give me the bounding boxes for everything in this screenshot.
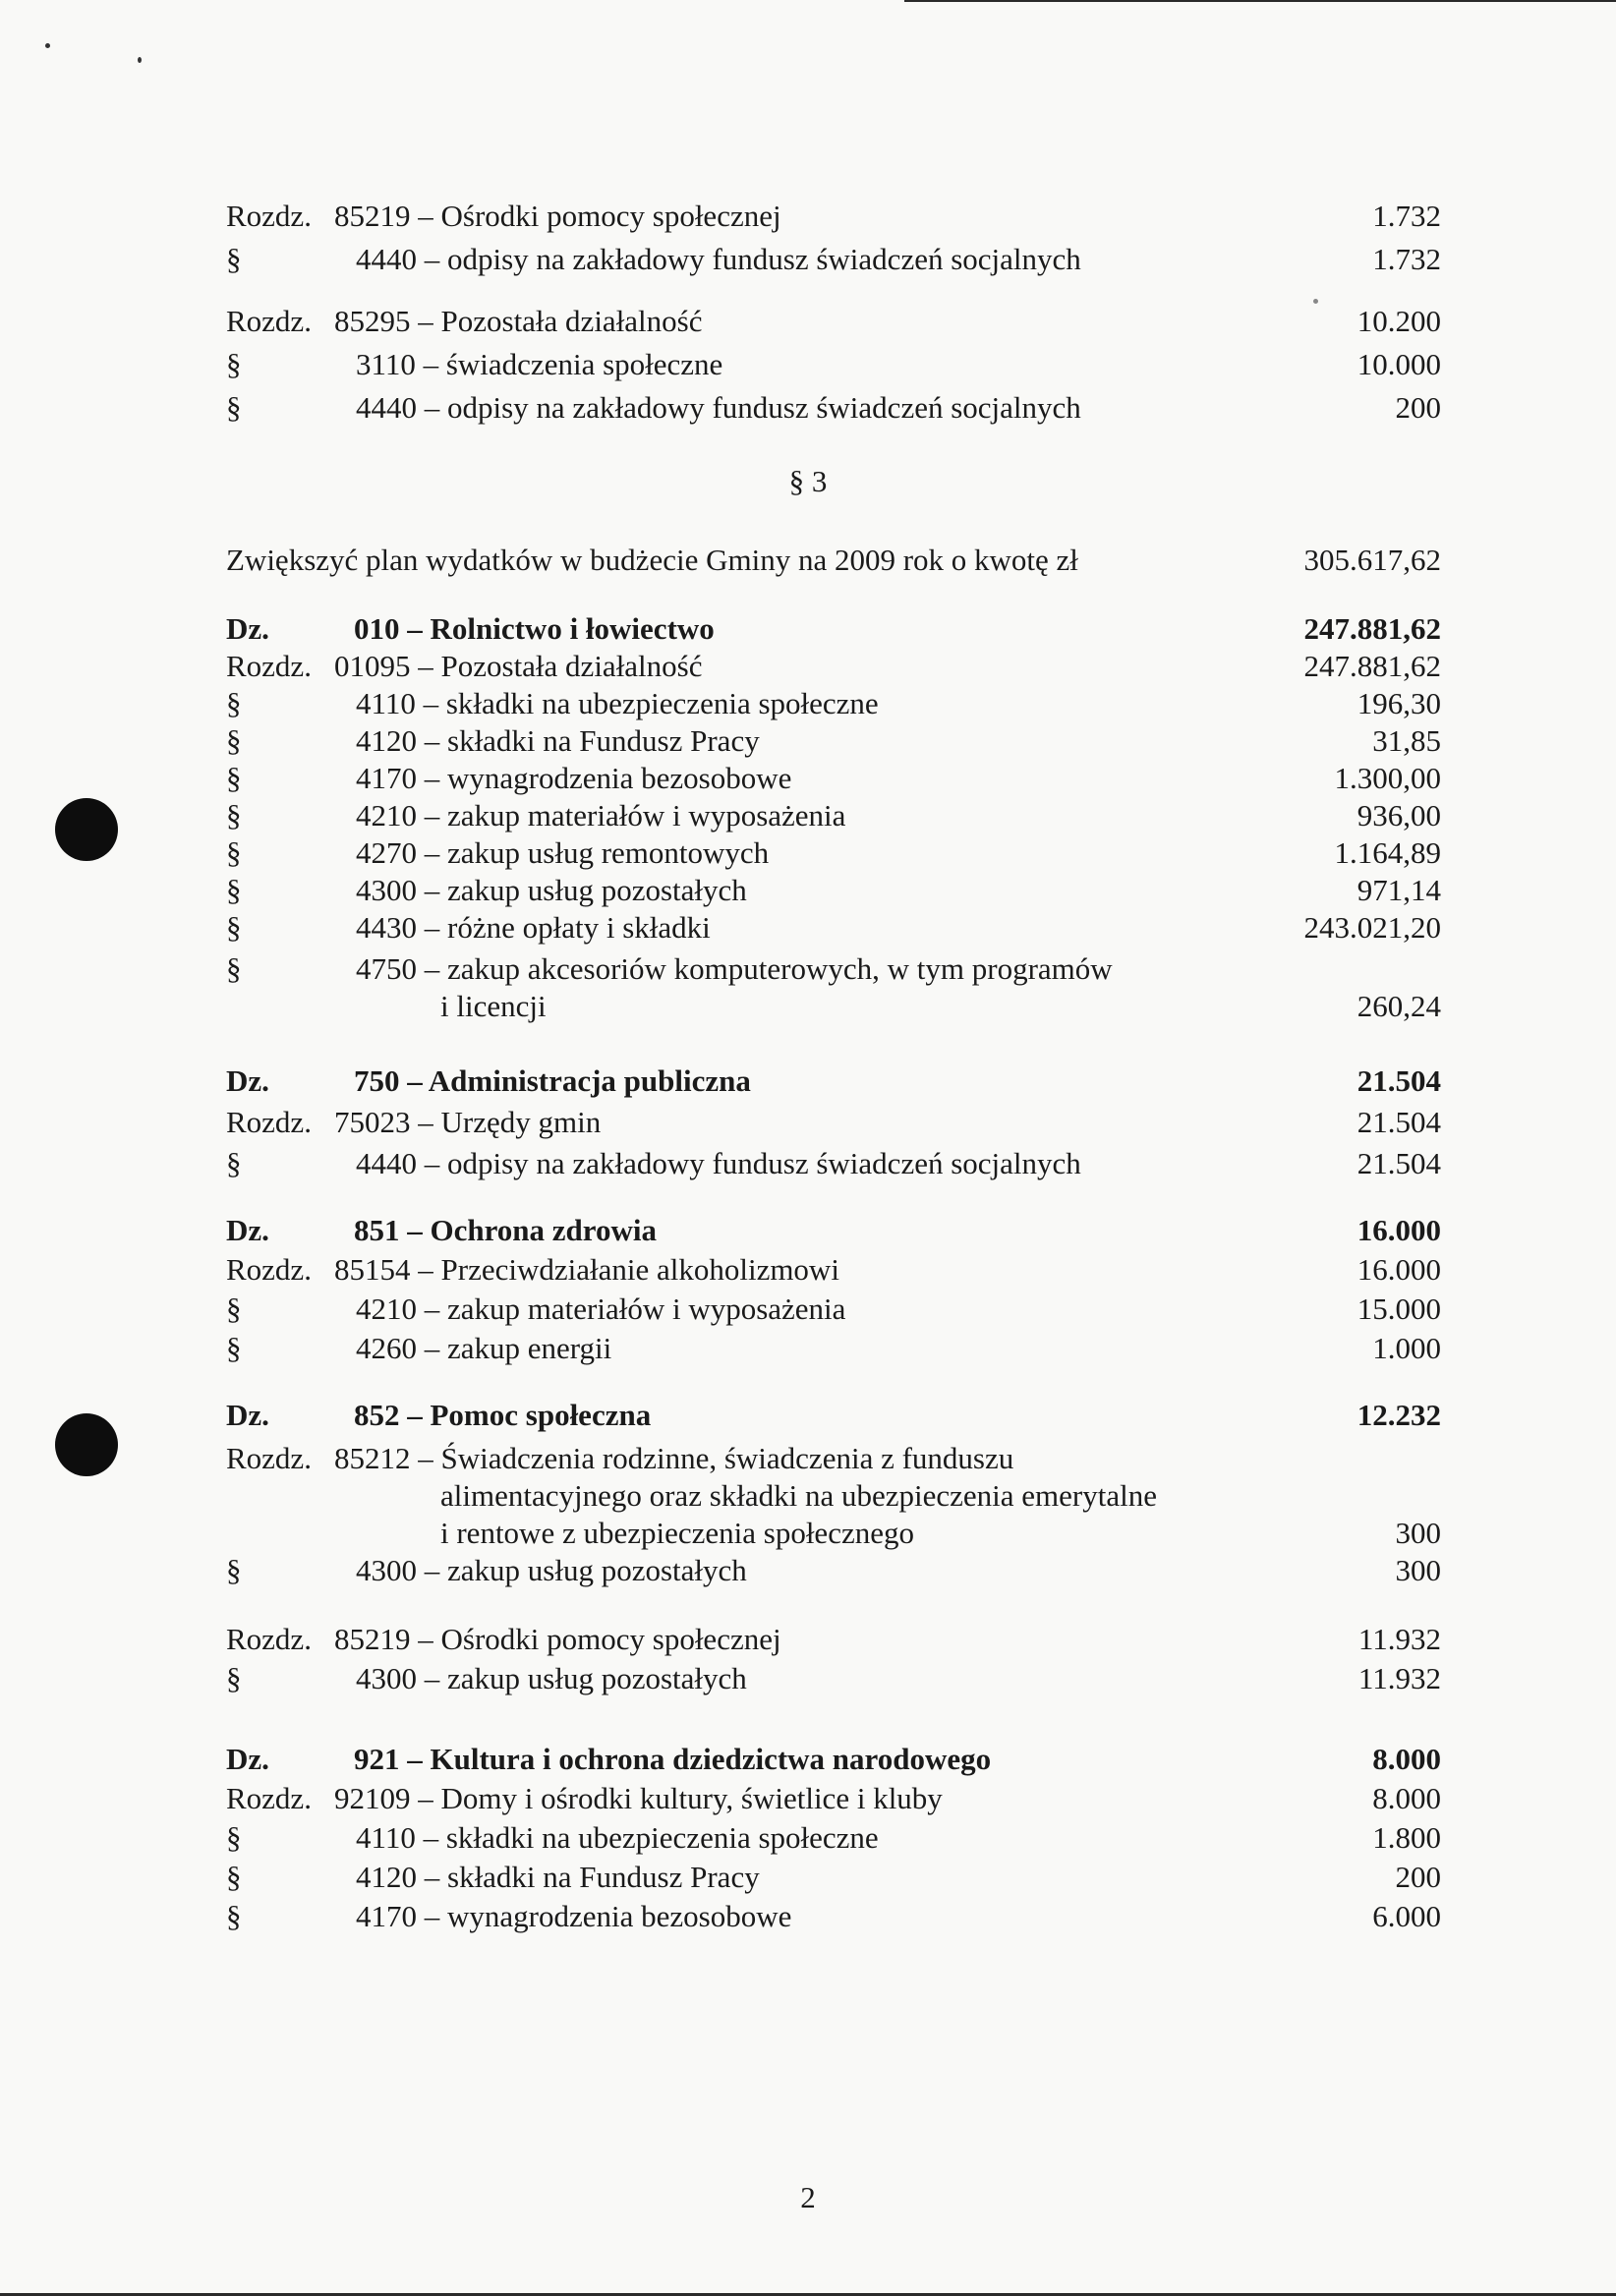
amount: 1.000 xyxy=(1372,1331,1441,1365)
amount: 16.000 xyxy=(1356,1213,1441,1247)
line-par xyxy=(0,721,1616,761)
line-par xyxy=(0,1144,1616,1183)
rozdz-text: 85212 – Świadczenia rodzinne, świadczenia z funduszu xyxy=(334,1441,1014,1475)
amount: 12.232 xyxy=(1356,1398,1441,1432)
par-label: § xyxy=(226,1331,242,1365)
rozdz-text: 85295 – Pozostała działalność xyxy=(334,304,703,338)
amount: 1.164,89 xyxy=(1334,835,1441,870)
amount: 200 xyxy=(1395,1860,1441,1894)
amount: 247.881,62 xyxy=(1303,649,1441,683)
par-label: § xyxy=(226,347,242,381)
par-text: 4300 – zakup usług pozostałych xyxy=(356,1553,747,1587)
line-rozdz xyxy=(0,302,1616,341)
rozdz-text: 85154 – Przeciwdziałanie alkoholizmowi xyxy=(334,1252,839,1287)
line-par xyxy=(0,1858,1616,1897)
par-label: § xyxy=(226,1899,242,1933)
rozdz-text: 75023 – Urzędy gmin xyxy=(334,1105,602,1139)
amount: 21.504 xyxy=(1356,1146,1441,1180)
dz-label: Dz. xyxy=(226,1398,269,1432)
par-label: § xyxy=(226,798,242,832)
line-dz xyxy=(0,1062,1616,1101)
scan-speck xyxy=(138,57,142,63)
par-label: § xyxy=(226,390,242,425)
page-number: 2 xyxy=(800,2180,816,2214)
amount: 15.000 xyxy=(1356,1292,1441,1326)
continuation-text: i rentowe z ubezpieczenia społecznego xyxy=(440,1516,914,1550)
par-text: 4110 – składki na ubezpieczenia społeczne xyxy=(356,1820,879,1855)
line-par xyxy=(0,759,1616,798)
scan-speck xyxy=(45,43,50,48)
line-rozdz xyxy=(0,1779,1616,1818)
par-text: 4210 – zakup materiałów i wyposażenia xyxy=(356,1292,846,1326)
par-label: § xyxy=(226,1553,242,1587)
dz-text: 921 – Kultura i ochrona dziedzictwa narodowego xyxy=(354,1742,992,1776)
par-text: 4170 – wynagrodzenia bezosobowe xyxy=(356,761,792,795)
par-text: 4750 – zakup akcesoriów komputerowych, w tym programów xyxy=(356,951,1113,986)
amount: 8.000 xyxy=(1372,1781,1441,1815)
amount: 31,85 xyxy=(1372,723,1441,758)
par-text: 4260 – zakup energii xyxy=(356,1331,612,1365)
amount: 21.504 xyxy=(1356,1105,1441,1139)
line-par xyxy=(0,1818,1616,1858)
rozdz-label: Rozdz. xyxy=(226,1781,312,1815)
line-rozdz xyxy=(0,647,1616,686)
line-rozdz xyxy=(0,1620,1616,1659)
rozdz-text: 85219 – Ośrodki pomocy społecznej xyxy=(334,199,781,233)
paragraph-heading: § 3 xyxy=(788,464,828,498)
amount: 8.000 xyxy=(1372,1742,1441,1776)
line-center xyxy=(0,462,1616,501)
line-dz xyxy=(0,609,1616,649)
line-par xyxy=(0,1329,1616,1368)
par-label: § xyxy=(226,873,242,907)
amount: 1.800 xyxy=(1372,1820,1441,1855)
par-text: 4300 – zakup usług pozostałych xyxy=(356,1661,747,1695)
par-text: 4110 – składki na ubezpieczenia społeczne xyxy=(356,686,879,720)
amount: 936,00 xyxy=(1356,798,1441,832)
par-text: 4430 – różne opłaty i składki xyxy=(356,910,711,945)
line-par xyxy=(0,871,1616,910)
par-label: § xyxy=(226,1820,242,1855)
line-full xyxy=(0,541,1616,580)
rozdz-text: 85219 – Ośrodki pomocy społecznej xyxy=(334,1622,781,1656)
par-label: § xyxy=(226,686,242,720)
line-par xyxy=(0,1551,1616,1590)
line-dz xyxy=(0,1740,1616,1779)
line-rozdz xyxy=(0,1250,1616,1290)
line-par xyxy=(0,796,1616,835)
continuation-text: alimentacyjnego oraz składki na ubezpieczenia emerytalne xyxy=(440,1478,1157,1513)
amount: 11.932 xyxy=(1357,1622,1441,1656)
line-par xyxy=(0,949,1616,989)
line-par xyxy=(0,684,1616,723)
par-label: § xyxy=(226,1292,242,1326)
page-footer xyxy=(0,2178,1616,2217)
line-par xyxy=(0,1897,1616,1936)
rozdz-label: Rozdz. xyxy=(226,199,312,233)
par-text: 4120 – składki na Fundusz Pracy xyxy=(356,1860,760,1894)
amount: 247.881,62 xyxy=(1303,611,1441,646)
par-text: 4210 – zakup materiałów i wyposażenia xyxy=(356,798,846,832)
dz-text: 851 – Ochrona zdrowia xyxy=(354,1213,658,1247)
amount: 16.000 xyxy=(1356,1252,1441,1287)
amount: 300 xyxy=(1395,1553,1441,1587)
amount: 6.000 xyxy=(1372,1899,1441,1933)
par-label: § xyxy=(226,1146,242,1180)
dz-label: Dz. xyxy=(226,611,269,646)
amount: 300 xyxy=(1395,1516,1441,1550)
par-text: 4170 – wynagrodzenia bezosobowe xyxy=(356,1899,792,1933)
amount: 21.504 xyxy=(1356,1063,1441,1098)
par-label: § xyxy=(226,242,242,276)
dz-text: 010 – Rolnictwo i łowiectwo xyxy=(354,611,715,646)
par-label: § xyxy=(226,1860,242,1894)
dz-text: 750 – Administracja publiczna xyxy=(354,1063,751,1098)
amount: 200 xyxy=(1395,390,1441,425)
par-label: § xyxy=(226,951,242,986)
line-par xyxy=(0,388,1616,428)
amount: 305.617,62 xyxy=(1303,543,1441,577)
rozdz-label: Rozdz. xyxy=(226,304,312,338)
dz-label: Dz. xyxy=(226,1742,269,1776)
par-label: § xyxy=(226,761,242,795)
line-par xyxy=(0,345,1616,384)
amount: 1.732 xyxy=(1372,242,1441,276)
amount: 971,14 xyxy=(1356,873,1441,907)
par-label: § xyxy=(226,910,242,945)
line-dz xyxy=(0,1396,1616,1435)
rozdz-text: 01095 – Pozostała działalność xyxy=(334,649,703,683)
par-text: 4440 – odpisy na zakładowy fundusz świadczeń socjalnych xyxy=(356,1146,1081,1180)
dz-label: Dz. xyxy=(226,1213,269,1247)
line-par xyxy=(0,908,1616,947)
rozdz-label: Rozdz. xyxy=(226,649,312,683)
line-rozdz xyxy=(0,1439,1616,1478)
amount: 196,30 xyxy=(1356,686,1441,720)
amount: 11.932 xyxy=(1357,1661,1441,1695)
par-text: 4440 – odpisy na zakładowy fundusz świadczeń socjalnych xyxy=(356,390,1081,425)
par-text: 3110 – świadczenia społeczne xyxy=(356,347,723,381)
rozdz-label: Rozdz. xyxy=(226,1252,312,1287)
par-label: § xyxy=(226,723,242,758)
par-label: § xyxy=(226,835,242,870)
dz-text: 852 – Pomoc społeczna xyxy=(354,1398,652,1432)
rozdz-label: Rozdz. xyxy=(226,1622,312,1656)
summary-text: Zwiększyć plan wydatków w budżecie Gminy na 2009 rok o kwotę zł xyxy=(226,543,1078,577)
line-rozdz xyxy=(0,1103,1616,1142)
par-label: § xyxy=(226,1661,242,1695)
par-text: 4440 – odpisy na zakładowy fundusz świadczeń socjalnych xyxy=(356,242,1081,276)
line-dz xyxy=(0,1211,1616,1250)
line-par xyxy=(0,1290,1616,1329)
rozdz-label: Rozdz. xyxy=(226,1441,312,1475)
scan-top-edge xyxy=(904,0,1616,2)
rozdz-label: Rozdz. xyxy=(226,1105,312,1139)
par-text: 4120 – składki na Fundusz Pracy xyxy=(356,723,760,758)
amount: 260,24 xyxy=(1356,989,1441,1023)
rozdz-text: 92109 – Domy i ośrodki kultury, świetlice i kluby xyxy=(334,1781,943,1815)
amount: 1.732 xyxy=(1372,199,1441,233)
continuation-text: i licencji xyxy=(440,989,547,1023)
line-rozdz xyxy=(0,197,1616,236)
line-par xyxy=(0,833,1616,873)
amount: 243.021,20 xyxy=(1303,910,1441,945)
line-cont xyxy=(0,987,1616,1026)
line-par xyxy=(0,240,1616,279)
line-cont xyxy=(0,1514,1616,1553)
line-par xyxy=(0,1659,1616,1698)
line-cont xyxy=(0,1476,1616,1516)
par-text: 4270 – zakup usług remontowych xyxy=(356,835,770,870)
dz-label: Dz. xyxy=(226,1063,269,1098)
amount: 1.300,00 xyxy=(1334,761,1441,795)
amount: 10.200 xyxy=(1356,304,1441,338)
par-text: 4300 – zakup usług pozostałych xyxy=(356,873,747,907)
amount: 10.000 xyxy=(1356,347,1441,381)
